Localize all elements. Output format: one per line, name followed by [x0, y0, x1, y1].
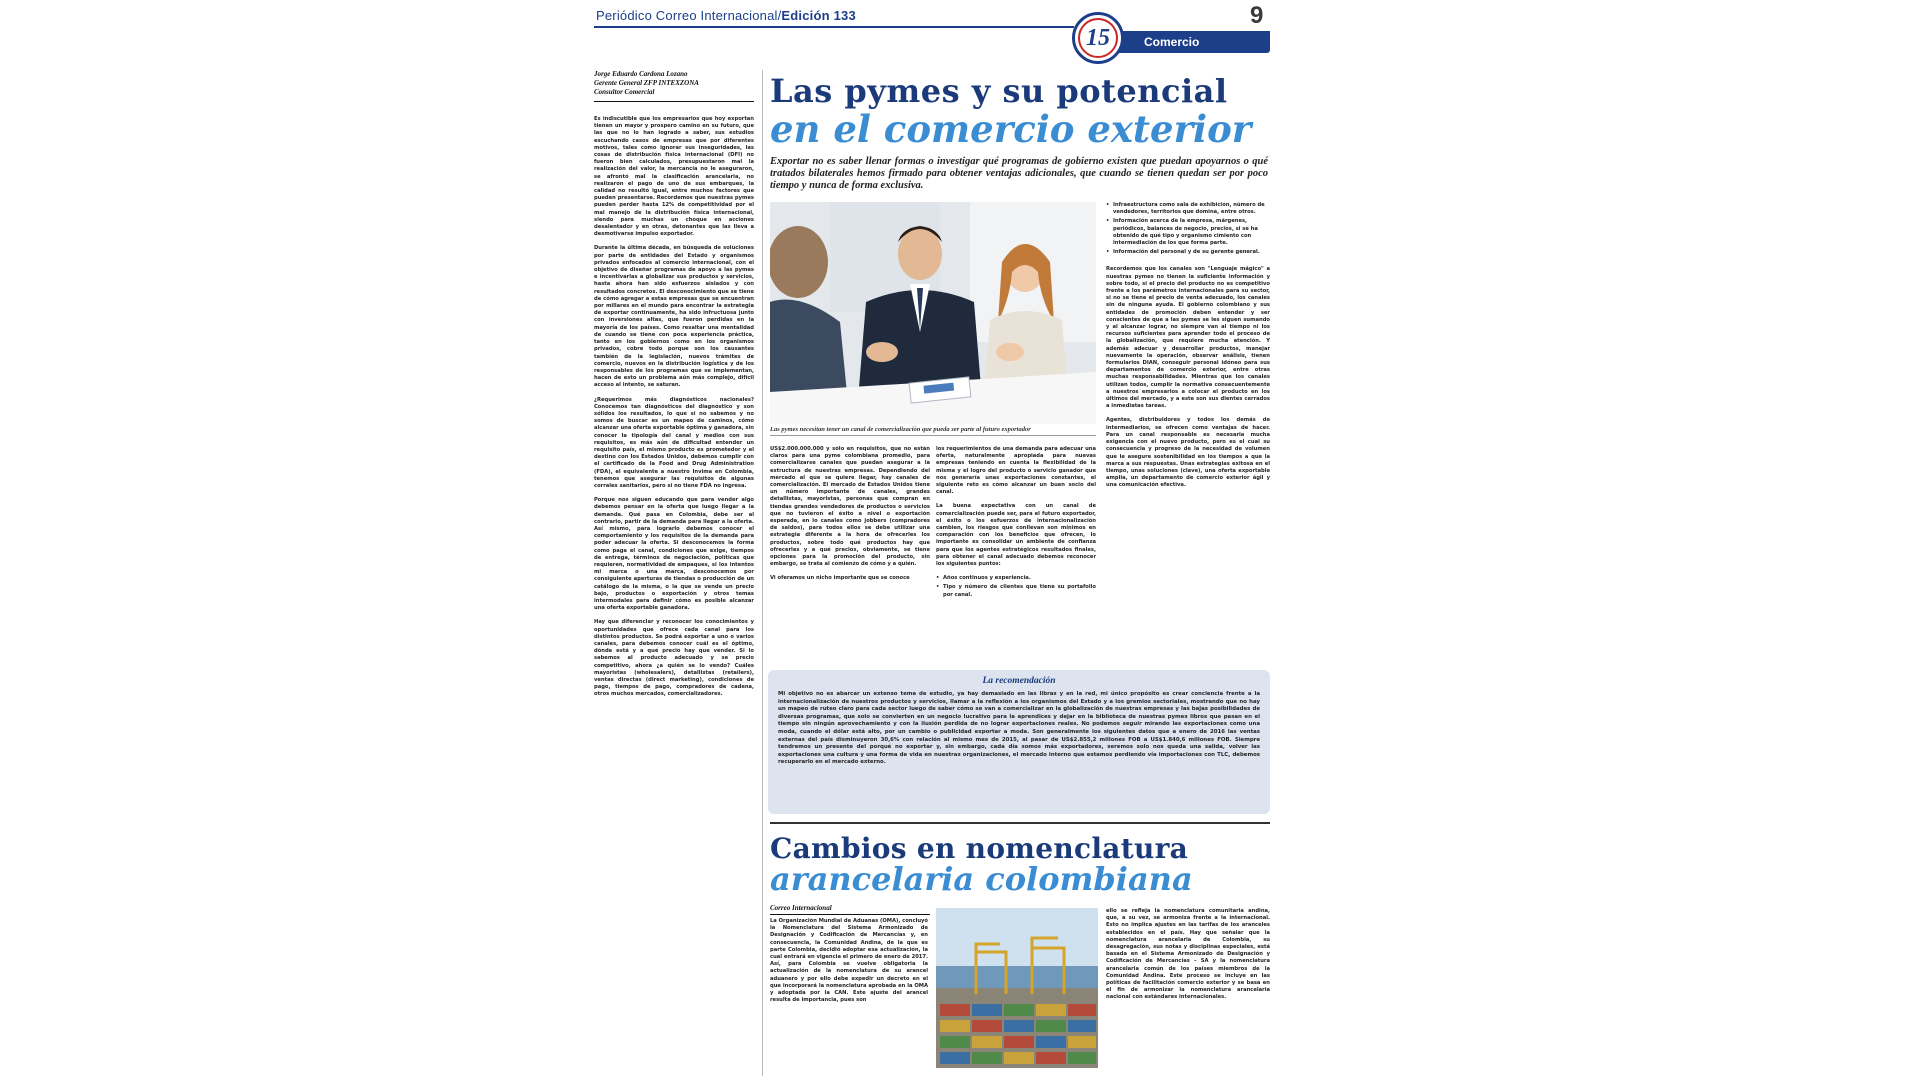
page-number: 9 [1250, 2, 1264, 29]
author-byline: Jorge Eduardo Cardona Lozano Gerente General ZFP INTEXZONA Consultor Comercial [594, 70, 754, 102]
header-publication [596, 8, 856, 23]
article-title-line2: en el comercio exterior [770, 107, 1252, 151]
photo-caption: Las pymes necesitan tener un canal de comercialización que pueda ser parte al futuro exportador [770, 426, 1096, 436]
paragraph: ¿Requerimos más diagnósticos nacionales? Conocemos tan diagnósticos del diagnóstico y son sólidos los resultados, lo que si no sabemos y no somos de buscar es un mapeo de caminos, cómo alcanzar una oferta exportable óptima y ganadora, sin conocer la tipología del canal y medios con sus requisitos, es más aún de dificultad entender un requisito país, el mismo producto es prometedor y el destino con los Estados Unidos, debemos cumplir con el certificado de la Food and Drug Administration (FDA), el equivalente a nuestro Invima en Colombia, tenemos que asegurar las requisitos de algunas corrales sanitarios, pero si no tiene FDA no ingresa. [594, 396, 754, 489]
middle-column-1 [770, 446, 930, 664]
paragraph: Recordemos que los canales son "Lenguaje mágico" a nuestras pymes no tienen la suficiente información y sobre todo, si el precio del producto no es competitivo frente a los parámetros internacionales para su sector, si no se tiene el precio de venta adecuado, los canales sin de ninguna ayuda. El gobierno colombiano y sus entidades de promoción deben entender y ser conscientes de que a las pymes se les siguen sumando y al alcanzar lograr, no siempre van al tiempo ni los recursos suficientes para aprender todo el proceso de la globalización, que requiere mucha atención. Y además adecuar y desarrollar productos, manejar nuevamente la operación, observar análisis, tienen formularios DIAN, conseguir personal idóneo para sus departamentos de comercio exterior, entre otras muchas responsabilidades. Mientras que los canales utilizan todos, cumplir la normativa consecuentemente a nuestros empresarios a colocar el producto en los últimos del mercado, y a este son sus dientes cerrados a inmediatas tareas. [1106, 266, 1270, 410]
paragraph: US$2.000.000.000 y sólo en requisitos, que no están claros para una pyme colombiana promedio, para comercializarse canales que puedan asegurar a la estructura de nuestras empresas. Dependiendo del mercado al que se quiere llegar, hay canales de comercialización. El mercado de Estados Unidos tiene un número importante de canales, grandes detallistas, mayoristas, personas que compran en tiendas grandes vendedores de productos o servicios que no tuvieron el éxito a nivel o exportación esperada, en lo canales como jobbers (compradores de saldos), para todos ellos se debe utilizar una estrategia diferente a la hora de ofrecerles los productos, sobre todo qué productos hay que ofrecerles y a qué precios, obviamente, se tiene opciones para la promoción del producto, sin embargo, se trata al comienzo de cómo y a quién. [770, 446, 930, 568]
recommendation-title: La recomendación [982, 676, 1056, 686]
paragraph: Agentes, distribuidores y todos los demás de intermediarios, se ofrecen como ventajas de hacer. Para un canal responsable es necesaria mucha exigencia con el nuevo producto, pero es el cual su consecuencia y progreso de la necesidad de volumen que le asegure sostenibilidad en los tiempos a que la marca a sus respuestas. Unas estrategias exitosa en el tiempo, unas soluciones (clave), una oferta exportable amplia, un departamento de comercio exterior ágil y una comunicación efectiva. [1106, 417, 1270, 489]
recommendation-box [768, 670, 1270, 814]
article2-title-line2: arancelaria colombiana [770, 860, 1193, 898]
paragraph: Hay que diferenciar y reconocer los conocimientos y oportunidades que ofrece cada canal para los distintos productos. Se podrá exportar a uno o varios canales, para debemos conocer cuál es el óptimo, dónde está y a qué precio hay que vender. Si lo sabemos al producto adecuado y se precio competitivo, ahora ¿a quién se lo vendo? Cuáles mayoristas (wholesalers), detallistas (retailers), ventas directas (direct marketing), condiciones de pago, tiempos de pago, compradores de cadena, otros muchos mercados, comercializadores. [594, 619, 754, 698]
list-item: • Información acerca de la empresa, márgenes, periódicos, balances de negocio, precios, si se ha obtenido de qué tipo y organismo cimiento con intermediación de los que forma parte. [1106, 218, 1270, 247]
article-title-line1: Las pymes y su potencial [770, 72, 1228, 110]
article-lead: Exportar no es saber llenar formas o investigar qué programas de gobierno existen que puedan apoyarnos o qué tratados bilaterales hemos firmado para obtener ventajas adicionales, que cuando se tienen quedan ser por poco tiempo y nunca de forma exclusiva. [770, 156, 1268, 191]
list-item: • Infraestructura como sala de exhibición, número de vendedores, territorios que domina, entre otros. [1106, 202, 1270, 216]
badge-number: 15 [1078, 18, 1118, 58]
port-containers-photo [936, 908, 1098, 1068]
article2-title-line1: Cambios en nomenclatura [770, 832, 1189, 865]
article2-column-2: ello se refleja la nomenclatura comunitaria andina, que, a su vez, se armoniza frente a la internacional. Esto no implica ajustes en las tarifas de los aranceles establecidos en el país. Hay que señalar que la nomenclatura arancelaria de Colombia, su desagregación, sus notas y disciplinas especiales, está basada en el Sistema Armonizado de Designación y Codificación de Mercancías – SA y la nomenclatura arancelaria común de los países miembros de la Comunidad Andina. Este proceso se incluye en las políticas de facilitación comercio exterior y se basa en el fin de armonizar la nomenclatura arancelaria nacional con estándares internacionales. [1106, 908, 1270, 1001]
meeting-illustration [770, 202, 1096, 424]
right-column-text [1106, 266, 1270, 489]
paragraph: Vi oferamos un nicho importante que se conoce [770, 575, 910, 582]
edition-number: Edición 133 [781, 8, 856, 23]
article-separator [770, 822, 1270, 824]
column-divider [762, 70, 763, 1076]
publication-name: Periódico Correo Internacional/ [596, 8, 782, 23]
anniversary-badge [1072, 12, 1124, 64]
left-column [594, 70, 754, 1076]
requirements-list [1106, 202, 1270, 256]
right-column [1106, 202, 1270, 664]
newspaper-page [594, 0, 1270, 1080]
paragraph: La buena expectativa con un canal de comercialización puede ser, para el futuro exportador, el éxito o los esfuerzos de internacionalización cambien, los riesgos que conllevan son mínimos en comparación con los beneficios que ofrecen, lo importante es consolidar un ambiente de confianza para que los agentes estratégicos resultados finales, para obtener el canal adecuado debemos reconocer los siguientes puntos: [936, 503, 1096, 568]
port-illustration [936, 908, 1098, 1068]
list-item: • Tipo y número de clientes que tiene su portafolio por canal. [936, 584, 1096, 598]
article2-byline: Correo Internacional [770, 904, 930, 915]
paragraph: Durante la última década, en búsqueda de soluciones por parte de entidades del Estado y organismos privados enfocados al comercio internacional, con el objetivo de diseñar programas de apoyo a las pymes e incentivarlas a globalizar sus productos y servicios, hasta ahora han sido esfuerzos aislados y con resultados concretos. El desconocimiento que se tiene de cómo agregar a estas empresas que se encuentran por millares en el mundo para encontrar la estrategia de exportar continuamente, ha sido infructuosa junto con inversiones altas, que fueron perdidas en la mayoría de los países. Como resaltar una mentalidad de cuando se tiene con poca experiencia práctica, tanto en los gobiernos como en los organismos privados, cobre todo porque son los causantes también de la legislación, nuevos trámites de comercio, nuevos en la distribución logística y de los responsables de los programas que se implementan, hacen de esto un problema aún más complejo, difícil acceso al intento, se saturan. [594, 245, 754, 389]
paragraph: Es indiscutible que los empresarios que hoy exportan tienen un mayor y prospero camino en su futuro, que las que no lo han logrado a saber, sus estudios escuchando casos de empresas que por diferentes motivos, tales como ignorar sus inseguridades, las cosas de distribución física internacional (DFI) no fueron bien calculados, presupuestaron mal la realización del valor, la mercancía no le aseguraron, se afrontó mal la clasificación arancelaria, no realizaron el pago de uno de sus embarques, la calidad no resultó igual, entre muchos factores que pueden presentarse. Recordemos que nuestras pymes pueden perder hasta 12% de competitividad por el mal manejo de la distribución física internacional, siendo para muchas un choque en acciones desalentador y en otras, detonantes que las lleva a desmotivarse impulso exportador. [594, 116, 754, 238]
list-item: • Años continuos y experiencia. [936, 575, 1096, 582]
paragraph: Porque nos siguen educando que para vender algo debemos pensar en la oferta que luego llegar a la demanda. Qué pasa en Colombia, debe ser al contrario, partir de la demanda para llegar a la oferta. Así mismo, para lograrlo debemos conocer el comportamiento y los requisitos de la demanda para poder adecuar la oferta. Si desconocemos la forma como paga el canal, condiciones que exige, tiempos de entrega, términos de negociación, políticas que requieren, normatividad de empaques, si los intentos mi marca o una marca, desconocemos por consiguiente aperturas de tiendas o producción de un catálogo de la misma, o la que se vende un precio bajo, productos o exportación y otros temas intermodales para definir cómo es posible alcanzar una oferta exportable ganadora. [594, 497, 754, 612]
left-column-text [594, 116, 754, 699]
list-item: • Información del personal y de su gerente general. [1106, 249, 1270, 256]
paragraph: los requerimientos de una demanda para adecuar una oferta, naturalmente apropiada para nuevas empresas teniendo en cuenta la flexibilidad de la misma y el logro del producto o servicio ganador que nos generaría unas exportaciones constantes, el siguiente reto es cómo alcanzar un buen socio del canal. [936, 446, 1096, 496]
business-meeting-photo [770, 202, 1096, 424]
section-tab: Comercio [1100, 31, 1270, 53]
middle-column-2 [936, 446, 1096, 664]
recommendation-text: Mi objetivo no es abarcar un extenso tema de estudio, ya hay demasiado en las libras y en la red, mi único propósito es crear conciencia frente a la internacionalización de nuestros productos y servicios, llamar a la reflexión a los organismos del Estado y a los gremios sectoriales, mostrando que no hay un mapeo de ruteo claro para cada sector luego de saber cómo se van a comercializar en la globalización de nuestras empresas y las bajas posibilidades de diversas programas, que solo se convierten en un negocio lucrativo para la aprendices y dejar en la biblioteca de nuestras pymes libros que pasan en el tiempo sin ningún aprovechamiento y con la ilusión perdida de no lograr exportaciones reales. No podemos seguir mirando las exportaciones como una moda, cuando el dólar está alto, por un cambio o publicidad exportar a moda. Son generalmente los siguientes datos que a enero de 2016 las ventas externas del país disminuyeron 30,6% con relación al mismo mes de 2015, al pasar de US$2.855,2 millones FOB a US$1.840,6 millones FOB. Siempre tendremos un presente del porqué no exportar y, sin embargo, cada día somos más exportadores, seremos solo nos queda una salida, volver las exportaciones una cultura y una forma de vida en nuestras organizaciones, el mercado interno que estamos perdiendo vía importaciones con TLC, debemos recuperarlo en el mercado externo. [778, 691, 1260, 766]
channel-points-list [936, 575, 1096, 599]
article2-column-1: La Organización Mundial de Aduanas (OMA), concluyó la Nomenclatura del Sistema Armonizado de Designación y Codificación de Mercancías y, en consecuencia, la Comunidad Andina, de la que es parte Colombia, decidió adoptar esa actualización, la cual entrará en vigencia el primero de enero de 2017. Así, para Colombia se vuelve obligatoria la actualización de la nomenclatura de su arancel aduanero y por ello debe expedir un decreto en el que incorporará la nomenclatura aprobada en la OMA y adoptada por la CAN. Este ajuste del arancel resulta de importancia, pues son [770, 918, 928, 1004]
header-rule [594, 26, 1074, 28]
